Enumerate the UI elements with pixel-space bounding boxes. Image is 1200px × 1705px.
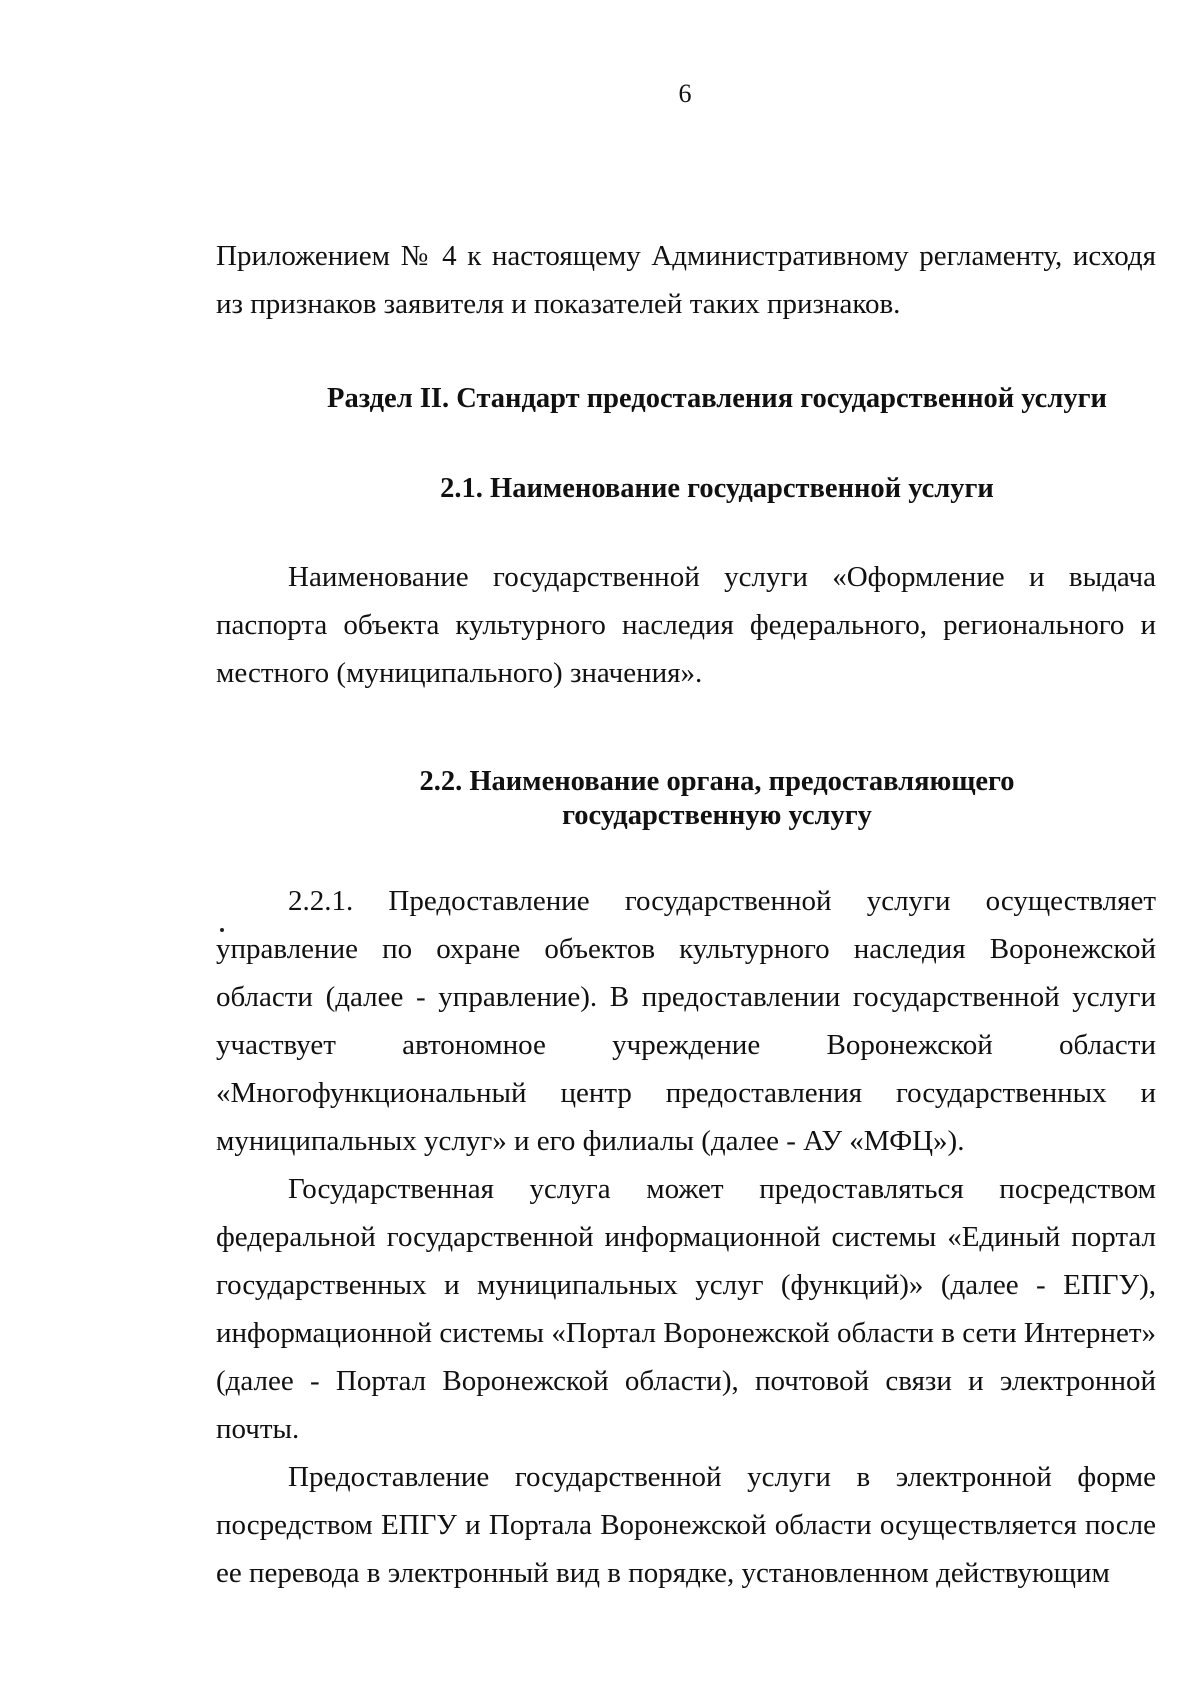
- subsection-2-1-title: 2.1. Наименование государственной услуги: [440, 473, 994, 504]
- intro-paragraph: Приложением № 4 к настоящему Административному регламенту, исходя из признаков заявителя и показателей таких признаков.: [216, 240, 1156, 320]
- paragraph-epgu: Государственная услуга может предоставляться посредством федеральной государственной информационной системы «Единый портал государственных и муниципальных услуг (функций)» (далее - ЕПГУ), информационной системы «Портал Воронежской области в сети Интернет» (далее - Портал Воронежской области), почтовой связи и электронной почты.: [216, 1173, 1156, 1445]
- subsection-2-2-title-line-2: государственную услугу: [562, 800, 872, 831]
- subsection-2-1-paragraph: Наименование государственной услуги «Оформление и выдача паспорта объекта культурного наследия федерального, регионального и местного (муниципального) значения».: [216, 561, 1156, 689]
- scan-speck: [220, 928, 224, 932]
- page-content: [216, 232, 1156, 1597]
- page-number: 6: [678, 79, 692, 108]
- paragraph-2-2-1-first-line: [216, 877, 1156, 925]
- paragraph-2-2-1-word: осуществляет: [985, 885, 1156, 917]
- paragraph-2-2-1-word: государственной: [624, 885, 832, 917]
- paragraph-2-2-1-word: 2.2.1.: [288, 885, 354, 917]
- paragraph-2-2-1-word: Предоставление: [388, 885, 590, 917]
- paragraph-2-2-1-word: услуги: [866, 885, 951, 917]
- subsection-2-2-title-line-1: 2.2. Наименование органа, предоставляющего: [419, 766, 1015, 797]
- paragraph-2-2-1-body: управление по охране объектов культурного наследия Воронежской области (далее - управление). В предоставлении государственной услуги участвует автономное учреждение Воронежской области «Многофункциональный центр предоставления государственных и муниципальных услуг» и его филиалы (далее - АУ «МФЦ»).: [216, 933, 1156, 1157]
- section-title: Раздел II. Стандарт предоставления государственной услуги: [327, 383, 1107, 414]
- paragraph-electronic-form: Предоставление государственной услуги в электронной форме посредством ЕПГУ и Портала Воронежской области осуществляется после ее перевода в электронный вид в порядке, установленном действующим: [216, 1461, 1156, 1589]
- subsection-2-2-title: [216, 765, 1156, 833]
